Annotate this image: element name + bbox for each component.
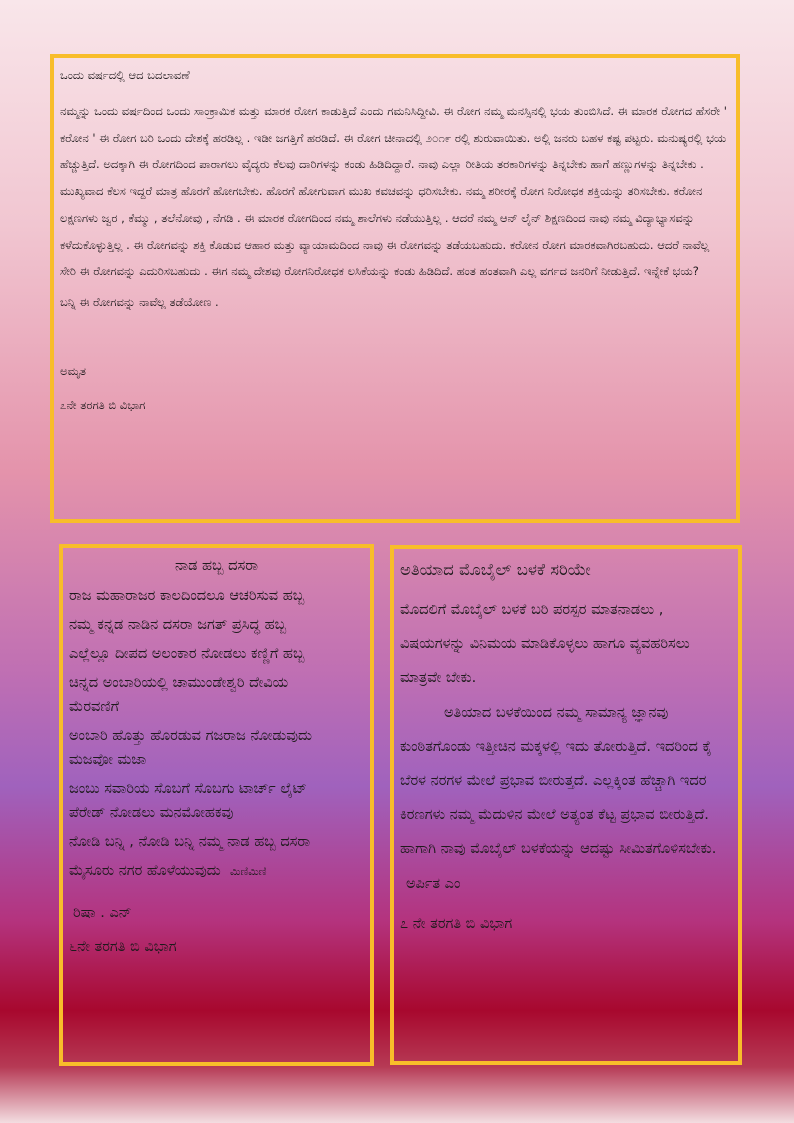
poem-line: ಜಂಬು ಸವಾರಿಯ ಸೊಬಗೆ ಸೊಬಗು ಟಾರ್ಚ್ ಲೈಟ್	[69, 781, 307, 797]
covid-article-body: ನಮ್ಮನ್ನು ಒಂದು ವರ್ಷದಿಂದ ಒಂದು ಸಾಂಕ್ರಾಮಿಕ ಮತ್ತು ಮಾರಕ ರೋಗ ಕಾಡುತ್ತಿದೆ ಎಂದು ಗಮನಿಸಿದ್ದೀವಿ. ಈ ರೋಗ ನಮ್ಮ ಮನಸ್ಸಿನಲ್ಲಿ ಭಯ ತುಂಬಿಸಿದೆ. ಈ ಮಾರಕ ರೋಗದ ಹೆಸರೇ ' ಕರೋನ ' ಈ ರೋಗ ಬರಿ ಒಂದು ದೇಶಕ್ಕೆ ಹರಡಿಲ್ಲ . ಇಡೀ ಜಗತ್ತಿಗೆ ಹರಡಿದೆ. ಈ ರೋಗ ಚೀನಾದಲ್ಲಿ ೨೦೧೯ ರಲ್ಲಿ ಶುರುವಾಯಿತು. ಅಲ್ಲಿ ಜನರು ಬಹಳ ಕಷ್ಟ ಪಟ್ಟರು. ಮನುಷ್ಯರಲ್ಲಿ ಭಯ ಹೆಚ್ಚುತ್ತಿದೆ. ಅದಕ್ಕಾಗಿ ಈ ರೋಗದಿಂದ ಪಾರಾಗಲು ವೈದ್ಯರು ಕೆಲವು ದಾರಿಗಳನ್ನು ಕಂಡು ಹಿಡಿದಿದ್ದಾರೆ. ನಾವು ಎಲ್ಲಾ ರೀತಿಯ ತರಕಾರಿಗಳನ್ನು ತಿನ್ನಬೇಕು ಹಾಗೆ ಹಣ್ಣುಗಳನ್ನು ತಿನ್ನಬೇಕು . ಮುಖ್ಯವಾದ ಕೆಲಸ ಇದ್ದರೆ ಮಾತ್ರ ಹೊರಗೆ ಹೋಗಬೇಕು. ಹೊರಗೆ ಹೋಗುವಾಗ ಮುಖ ಕವಚವನ್ನು ಧರಿಸಬೇಕು. ನಮ್ಮ ಶರೀರಕ್ಕೆ ರೋಗ ನಿರೋಧಕ ಶಕ್ತಿಯನ್ನು ತರಿಸಬೇಕು. ಕರೋನ ಲಕ್ಷಣಗಳು ಜ್ವರ , ಕೆಮ್ಮು , ತಲೆನೋವು , ನೆಗಡಿ . ಈ ಮಾರಕ ರೋಗದಿಂದ ನಮ್ಮ ಶಾಲೆಗಳು ನಡೆಯುತ್ತಿಲ್ಲ . ಆದರೆ ನಮ್ಮ ಆನ್ ಲೈನ್ ಶಿಕ್ಷಣದಿಂದ ನಾವು ನಮ್ಮ ವಿದ್ಯಾಭ್ಯಾಸವನ್ನು ಕಳೆದುಕೊಳ್ಳುತ್ತಿಲ್ಲ . ಈ ರೋಗವನ್ನು ಶಕ್ತಿ ಕೊಡುವ ಆಹಾರ ಮತ್ತು ವ್ಯಾಯಾಮದಿಂದ ನಾವು ಈ ರೋಗವನ್ನು ತಡೆಯಬಹುದು. ಕರೋನ ರೋಗ ಮಾರಕವಾಗಿರಬಹುದು. ಆದರೆ ನಾವೆಲ್ಲ ಸೇರಿ ಈ ರೋಗವನ್ನು ಎದುರಿಸಬಹುದು . ಈಗ ನಮ್ಮ ದೇಶವು ರೋಗನಿರೋಧಕ ಲಸಿಕೆಯನ್ನು ಕಂಡು ಹಿಡಿದಿದೆ. ಹಂತ ಹಂತವಾಗಿ ಎಲ್ಲ ವರ್ಗದ ಜನರಿಗೆ ನೀಡುತ್ತಿದೆ. ಇನ್ನೇಕೆ ಭಯ?	[60, 104, 727, 279]
poem-line: ನೋಡಿ ಬನ್ನಿ , ನೋಡಿ ಬನ್ನಿ ನಮ್ಮ ನಾಡ ಹಬ್ಬ ದಸರಾ	[69, 834, 311, 850]
covid-article-author: ಅಮೃತ	[60, 363, 86, 378]
dasara-poem-box	[59, 544, 374, 1066]
mobile-article-author: ಅರ್ಪಿತ ಎಂ	[406, 875, 461, 892]
poem-line: ನಮ್ಮ ಕನ್ನಡ ನಾಡಿನ ದಸರಾ ಜಗತ್ ಪ್ರಸಿದ್ಧ ಹಬ್ಬ	[69, 617, 287, 633]
poem-line: ಅಂಬಾರಿ ಹೊತ್ತು ಹೊರಡುವ ಗಜರಾಜ ನೋಡುವುದು	[69, 728, 313, 744]
mobile-article-box	[390, 545, 742, 1065]
dasara-poem-author: ರಿಷಾ . ಎನ್	[73, 905, 132, 921]
poem-line: ಎಲ್ಲೆಲ್ಲೂ ದೀಪದ ಅಲಂಕಾರ ನೋಡಲು ಕಣ್ಣಿಗೆ ಹಬ್ಬ	[69, 646, 305, 662]
poem-line: ಮಜವೋ ಮಜಾ	[69, 752, 147, 768]
poem-last-line-main: ಮೈಸೂರು ನಗರ ಹೊಳೆಯುವುದು	[69, 863, 221, 879]
poem-line: ರಾಜ ಮಹಾರಾಜರ ಕಾಲದಿಂದಲೂ ಆಚರಿಸುವ ಹಬ್ಬ	[69, 588, 305, 604]
poem-line: ಚಿನ್ನದ ಅಂಬಾರಿಯಲ್ಲಿ ಚಾಮುಂಡೇಶ್ವರಿ ದೇವಿಯ	[69, 675, 289, 691]
mobile-article-title: ಅತಿಯಾದ ಮೊಬೈಲ್ ಬಳಕೆ ಸರಿಯೇ	[400, 560, 591, 579]
dasara-poem-class: ೬ನೇ ತರಗತಿ ಬಿ ವಿಭಾಗ	[69, 939, 177, 955]
poem-last-line	[69, 859, 364, 884]
covid-article-box	[50, 54, 740, 523]
covid-article-closing: ಬನ್ನಿ ಈ ರೋಗವನ್ನು ನಾವೆಲ್ಲ ತಡೆಯೋಣ .	[60, 294, 219, 309]
mobile-article-paragraph-2: ಅತಿಯಾದ ಬಳಕೆಯಿಂದ ನಮ್ಮ ಸಾಮಾನ್ಯ ಜ್ಞಾನವು ಕುಂಠಿತಗೊಂಡು ಇತ್ತೀಚಿನ ಮಕ್ಕಳಲ್ಲಿ ಇದು ತೋರುತ್ತಿದೆ. ಇದರಿಂದ ಕೈ ಬೆರಳ ನರಗಳ ಮೇಲೆ ಪ್ರಭಾವ ಬೀರುತ್ತದೆ. ಎಲ್ಲಕ್ಕಿಂತ ಹೆಚ್ಚಾಗಿ ಇದರ ಕಿರಣಗಳು ನಮ್ಮ ಮೆದುಳಿನ ಮೇಲೆ ಅತ್ಯಂತ ಕೆಟ್ಟ ಪ್ರಭಾವ ಬೀರುತ್ತಿದೆ. ಹಾಗಾಗಿ ನಾವು ಮೊಬೈಲ್ ಬಳಕೆಯನ್ನು ಆದಷ್ಟು ಸೀಮಿತಗೊಳಿಸಬೇಕು.	[400, 704, 717, 858]
mobile-article-paragraph-1: ಮೊದಲಿಗೆ ಮೊಬೈಲ್ ಬಳಕೆ ಬರಿ ಪರಸ್ಪರ ಮಾತನಾಡಲು , ವಿಷಯಗಳನ್ನು ವಿನಿಮಯ ಮಾಡಿಕೊಳ್ಳಲು ಹಾಗೂ ವ್ಯವಹರಿಸಲು ಮಾತ್ರವೇ ಬೇಕು.	[400, 602, 690, 687]
poem-line: ಮೆರವಣಿಗೆ	[69, 699, 120, 715]
poem-last-line-suffix: ಮಿಣಿಮಿಣಿ	[229, 865, 267, 878]
poem-line: ಪೆರೇಡ್ ನೋಡಲು ಮನಮೋಹಕವು	[69, 805, 234, 821]
dasara-poem-title: ನಾಡ ಹಬ್ಬ ದಸರಾ	[174, 558, 258, 574]
mobile-article-class: ೭ ನೇ ತರಗತಿ ಬಿ ವಿಭಾಗ	[400, 915, 513, 932]
covid-article-class: ೭ನೇ ತರಗತಿ ಬಿ ವಿಭಾಗ	[60, 397, 146, 412]
covid-article-title: ಒಂದು ವರ್ಷದಲ್ಲಿ ಆದ ಬದಲಾವಣೆ	[60, 68, 190, 82]
